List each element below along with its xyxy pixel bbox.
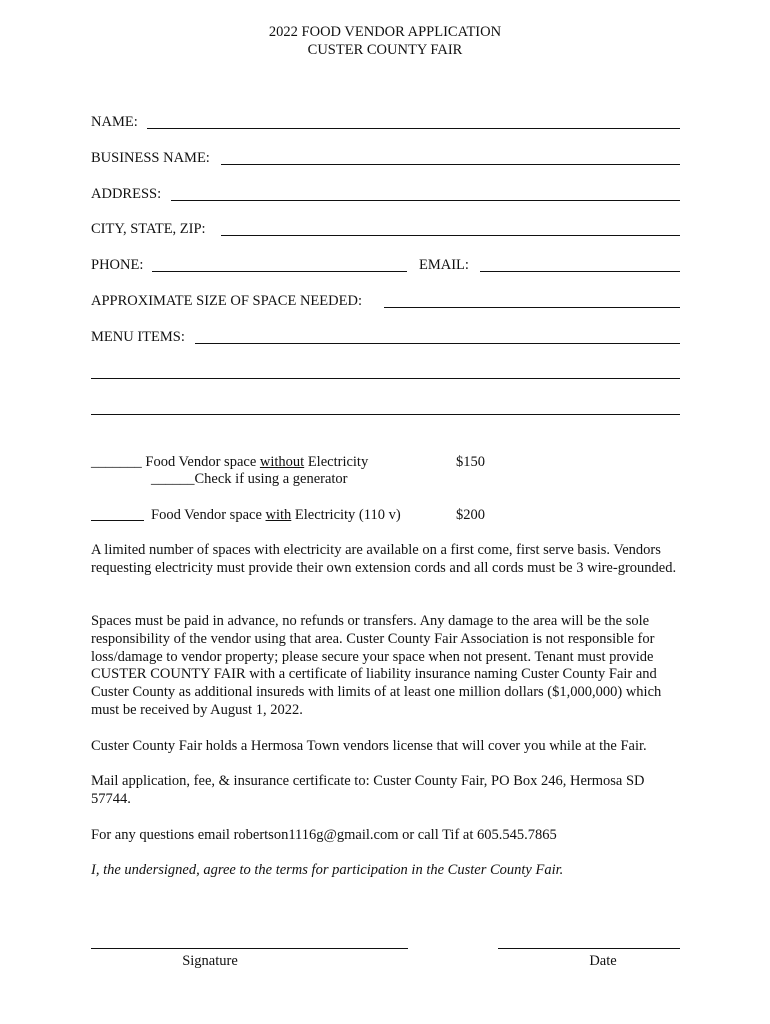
option-no-electricity xyxy=(91,454,368,471)
phone-label: PHONE: xyxy=(91,257,144,273)
business-name-field[interactable] xyxy=(221,164,680,165)
menu-items-line-3[interactable] xyxy=(91,414,680,415)
name-label: NAME: xyxy=(91,114,138,130)
option-no-electricity-blank[interactable]: _______ xyxy=(91,454,142,470)
price-with-electricity: $200 xyxy=(456,507,485,523)
document-title: 2022 FOOD VENDOR APPLICATION xyxy=(268,24,502,40)
name-field[interactable] xyxy=(147,128,680,129)
price-no-electricity: $150 xyxy=(456,454,485,470)
city-state-zip-label: CITY, STATE, ZIP: xyxy=(91,221,206,237)
address-field[interactable] xyxy=(171,200,680,201)
signature-label: Signature xyxy=(182,953,238,969)
license-paragraph: Custer County Fair holds a Hermosa Town vendors license that will cover you while at the Fair. xyxy=(91,738,647,754)
menu-items-field[interactable] xyxy=(195,343,680,344)
date-label: Date xyxy=(589,953,617,969)
option-with-electricity-emph: with xyxy=(265,507,292,523)
option-with-electricity xyxy=(151,507,401,524)
signature-field[interactable] xyxy=(91,948,408,949)
business-name-label: BUSINESS NAME: xyxy=(91,150,210,166)
address-label: ADDRESS: xyxy=(91,186,162,202)
city-state-zip-field[interactable] xyxy=(221,235,680,236)
option-no-electricity-prefix: Food Vendor space xyxy=(145,454,257,470)
option-no-electricity-emph: without xyxy=(259,454,305,470)
email-field[interactable] xyxy=(480,271,680,272)
date-field[interactable] xyxy=(498,948,680,949)
document-subtitle: CUSTER COUNTY FAIR xyxy=(307,42,463,58)
space-size-label: APPROXIMATE SIZE OF SPACE NEEDED: xyxy=(91,293,362,309)
mail-paragraph: Mail application, fee, & insurance certificate to: Custer County Fair, PO Box 246, Hermosa SD 57744. xyxy=(91,773,645,807)
generator-check[interactable]: ______Check if using a generator xyxy=(151,471,348,487)
phone-field[interactable] xyxy=(152,271,407,272)
option-with-electricity-blank[interactable] xyxy=(91,520,144,521)
agreement-paragraph: I, the undersigned, agree to the terms for participation in the Custer County Fair. xyxy=(91,862,564,878)
option-with-electricity-suffix: Electricity (110 v) xyxy=(294,507,401,523)
electricity-paragraph: A limited number of spaces with electricity are available on a first come, first serve basis. Vendors requesting electricity must provide their own extension cords and all cords must be 3 wire-grounded. xyxy=(91,542,677,576)
menu-items-label: MENU ITEMS: xyxy=(91,329,185,345)
payment-paragraph: Spaces must be paid in advance, no refunds or transfers. Any damage to the area will be the sole responsibility of the vendor using that area. Custer County Fair Association is not responsible for loss/damage to vendor property; please secure your space when not present. Tenant must provide CUSTER COUNTY FAIR with a certificate of liability insurance naming Custer County Fair and Custer County as additional insureds with limits of at least one million dollars ($1,000,000) which must be received by August 1, 2022. xyxy=(91,613,662,718)
email-label: EMAIL: xyxy=(419,257,469,273)
questions-paragraph: For any questions email robertson1116g@gmail.com or call Tif at 605.545.7865 xyxy=(91,827,557,843)
option-with-electricity-prefix: Food Vendor space xyxy=(151,507,262,523)
option-no-electricity-suffix: Electricity xyxy=(307,454,369,470)
menu-items-line-2[interactable] xyxy=(91,378,680,379)
space-size-field[interactable] xyxy=(384,307,680,308)
